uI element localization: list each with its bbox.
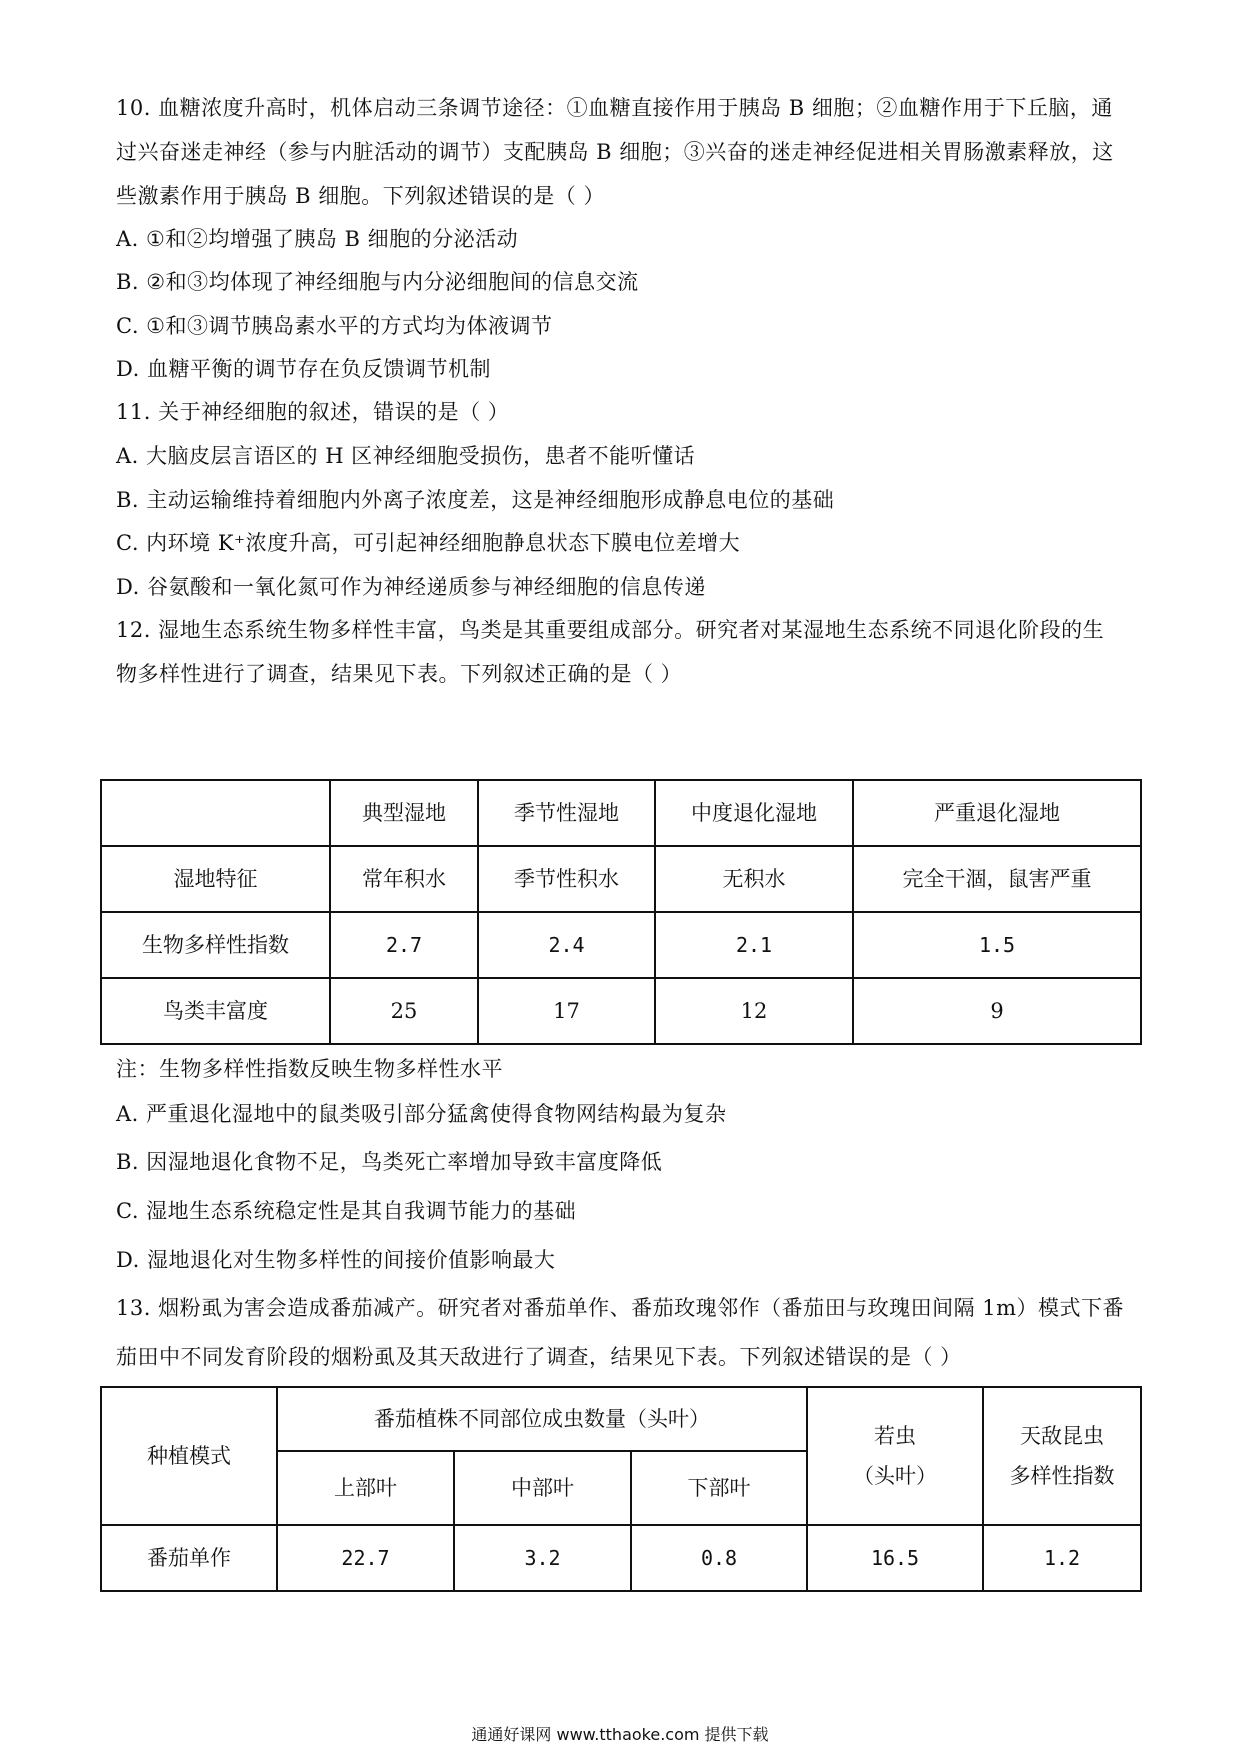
q12-header-cell: 典型湿地	[330, 780, 478, 846]
q12-header-cell: 中度退化湿地	[655, 780, 853, 846]
q13-sub-col: 下部叶	[631, 1451, 807, 1525]
q10-option-c: C. ①和③调节胰岛素水平的方式均为体液调节	[116, 314, 553, 338]
q13-sub-col: 上部叶	[277, 1451, 454, 1525]
table-row	[101, 978, 1141, 1044]
q13-cell: 1.2	[983, 1525, 1141, 1591]
q10-stem-line-1: 10. 血糖浓度升高时，机体启动三条调节途径：①血糖直接作用于胰岛 B 细胞；②血糖作用于下丘脑，通	[116, 96, 1113, 120]
q13-cell: 0.8	[631, 1525, 807, 1591]
q12-option-d: D. 湿地退化对生物多样性的间接价值影响最大	[116, 1248, 556, 1272]
q10-option-b: B. ②和③均体现了神经细胞与内分泌细胞间的信息交流	[116, 270, 639, 294]
q13-stem-line-2: 茄田中不同发育阶段的烟粉虱及其天敌进行了调查，结果见下表。下列叙述错误的是（ ）	[116, 1345, 962, 1369]
table-row	[101, 1525, 1141, 1591]
q12-row-label: 生物多样性指数	[101, 912, 330, 978]
q12-cell: 1.5	[853, 912, 1141, 978]
q12-stem-line-1: 12. 湿地生态系统生物多样性丰富，鸟类是其重要组成部分。研究者对某湿地生态系统不同退化阶段的生	[116, 618, 1105, 642]
q13-col-enemy-line-1: 天敌昆虫	[1020, 1424, 1105, 1448]
q10-option-a: A. ①和②均增强了胰岛 B 细胞的分泌活动	[116, 227, 519, 251]
q13-col-mode: 种植模式	[101, 1387, 277, 1525]
q13-col-nymph	[807, 1387, 983, 1525]
q13-row-label: 番茄单作	[101, 1525, 277, 1591]
q12-cell: 2.4	[478, 912, 655, 978]
q12-cell: 2.1	[655, 912, 853, 978]
q11-option-b: B. 主动运输维持着细胞内外离子浓度差，这是神经细胞形成静息电位的基础	[116, 488, 835, 512]
q12-option-a: A. 严重退化湿地中的鼠类吸引部分猛禽使得食物网结构最为复杂	[116, 1102, 727, 1126]
q10-stem-line-2: 过兴奋迷走神经（参与内脏活动的调节）支配胰岛 B 细胞；③兴奋的迷走神经促进相关胃肠激素释放，这	[116, 140, 1114, 164]
q11-option-d: D. 谷氨酸和一氧化氮可作为神经递质参与神经细胞的信息传递	[116, 575, 706, 599]
q12-cell: 完全干涸，鼠害严重	[853, 846, 1141, 912]
q13-col-enemy	[983, 1387, 1141, 1525]
q13-col-nymph-line-1: 若虫	[874, 1424, 917, 1448]
q12-row-label: 鸟类丰富度	[101, 978, 330, 1044]
q12-cell: 常年积水	[330, 846, 478, 912]
q12-option-c: C. 湿地生态系统稳定性是其自我调节能力的基础	[116, 1199, 577, 1223]
q12-cell: 季节性积水	[478, 846, 655, 912]
q12-cell: 25	[330, 978, 478, 1044]
q12-cell: 无积水	[655, 846, 853, 912]
q13-cell: 16.5	[807, 1525, 983, 1591]
q13-col-enemy-line-2: 多样性指数	[1009, 1464, 1115, 1488]
q13-table	[100, 1386, 1142, 1592]
q13-stem-line-1: 13. 烟粉虱为害会造成番茄减产。研究者对番茄单作、番茄玫瑰邻作（番茄田与玫瑰田间隔 1m）模式下番	[116, 1296, 1125, 1320]
q10-stem-line-3: 些激素作用于胰岛 B 细胞。下列叙述错误的是（ ）	[116, 184, 605, 208]
q11-option-a: A. 大脑皮层言语区的 H 区神经细胞受损伤，患者不能听懂话	[116, 444, 696, 468]
q12-cell: 2.7	[330, 912, 478, 978]
q12-header-cell: 严重退化湿地	[853, 780, 1141, 846]
q12-table-header-row	[101, 780, 1141, 846]
q13-cell: 22.7	[277, 1525, 454, 1591]
q12-cell: 17	[478, 978, 655, 1044]
q12-cell: 9	[853, 978, 1141, 1044]
q13-col-group: 番茄植株不同部位成虫数量（头叶）	[277, 1387, 807, 1451]
q13-cell: 3.2	[454, 1525, 631, 1591]
q12-header-cell: 季节性湿地	[478, 780, 655, 846]
q10-option-d: D. 血糖平衡的调节存在负反馈调节机制	[116, 357, 491, 381]
q12-stem-line-2: 物多样性进行了调查，结果见下表。下列叙述正确的是（ ）	[116, 662, 683, 686]
table-row	[101, 846, 1141, 912]
q13-sub-col: 中部叶	[454, 1451, 631, 1525]
q13-table-header-row	[101, 1387, 1141, 1451]
q12-row-label: 湿地特征	[101, 846, 330, 912]
page-footer: 通通好课网 www.tthaoke.com 提供下载	[471, 1725, 769, 1744]
q12-table	[100, 779, 1142, 1045]
table-row	[101, 912, 1141, 978]
q12-header-cell	[101, 780, 330, 846]
q11-stem-line-1: 11. 关于神经细胞的叙述，错误的是（ ）	[116, 400, 510, 424]
q12-option-b: B. 因湿地退化食物不足，鸟类死亡率增加导致丰富度降低	[116, 1150, 663, 1174]
q12-note: 注：生物多样性指数反映生物多样性水平	[116, 1057, 503, 1081]
q13-col-nymph-line-2: （头叶）	[853, 1464, 938, 1488]
q12-cell: 12	[655, 978, 853, 1044]
q11-option-c: C. 内环境 K⁺浓度升高，可引起神经细胞静息状态下膜电位差增大	[116, 531, 741, 555]
